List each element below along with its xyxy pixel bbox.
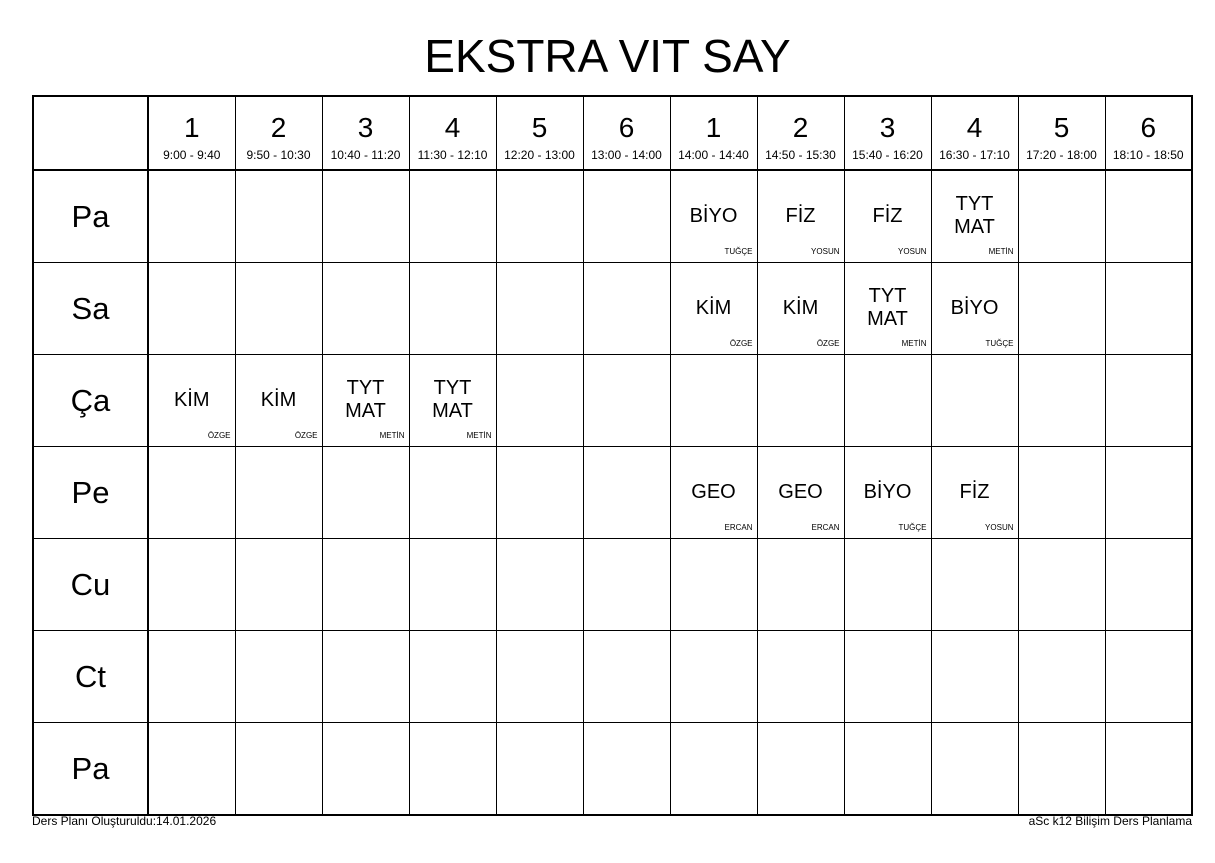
lesson-subject: TYT MAT (867, 285, 908, 330)
lesson-subject: TYT MAT (345, 377, 386, 422)
empty-cell (583, 631, 670, 723)
lesson-cell (670, 447, 757, 539)
empty-cell (757, 723, 844, 816)
empty-cell (235, 170, 322, 263)
empty-cell (757, 631, 844, 723)
empty-cell (844, 355, 931, 447)
period-header (1105, 96, 1192, 170)
day-row (33, 170, 1192, 263)
period-header (235, 96, 322, 170)
lesson-teacher: METİN (988, 247, 1014, 256)
lesson-cell (844, 447, 931, 539)
lesson-cell (844, 170, 931, 263)
empty-cell (583, 170, 670, 263)
day-label: Ct (33, 631, 148, 723)
period-time: 16:30 - 17:10 (939, 148, 1010, 162)
empty-cell (583, 263, 670, 355)
empty-cell (235, 723, 322, 816)
empty-cell (409, 631, 496, 723)
lesson-subject: KİM (695, 296, 732, 319)
period-number: 5 (531, 112, 548, 143)
lesson-cell (757, 170, 844, 263)
lesson-cell (409, 355, 496, 447)
lesson-subject: BİYO (863, 480, 912, 503)
period-time: 9:50 - 10:30 (246, 148, 311, 162)
empty-cell (757, 355, 844, 447)
empty-cell (496, 539, 583, 631)
period-time: 14:50 - 15:30 (765, 148, 836, 162)
empty-cell (235, 539, 322, 631)
lesson-teacher: TUĞÇE (985, 339, 1014, 348)
empty-cell (148, 263, 235, 355)
empty-cell (322, 723, 409, 816)
lesson-subject: GEO (778, 480, 823, 503)
empty-cell (496, 263, 583, 355)
empty-cell (1018, 631, 1105, 723)
period-time: 13:00 - 14:00 (591, 148, 662, 162)
day-label: Pe (33, 447, 148, 539)
empty-cell (322, 631, 409, 723)
lesson-subject: KİM (260, 388, 297, 411)
lesson-teacher: ÖZGE (816, 339, 840, 348)
empty-cell (670, 355, 757, 447)
period-number: 1 (183, 112, 200, 143)
lesson-cell (148, 355, 235, 447)
lesson-teacher: ÖZGE (294, 431, 318, 440)
lesson-cell (757, 447, 844, 539)
lesson-cell (931, 263, 1018, 355)
empty-cell (148, 723, 235, 816)
empty-cell (409, 539, 496, 631)
day-label: Pa (33, 170, 148, 263)
lesson-subject: TYT MAT (954, 193, 995, 238)
period-number: 3 (357, 112, 374, 143)
empty-cell (322, 263, 409, 355)
empty-cell (1105, 170, 1192, 263)
lesson-teacher: YOSUN (985, 523, 1014, 532)
lesson-cell (931, 170, 1018, 263)
created-date-footer: Ders Planı Oluşturuldu:14.01.2026 (32, 814, 217, 828)
empty-cell (235, 263, 322, 355)
empty-cell (148, 170, 235, 263)
day-row (33, 539, 1192, 631)
period-time: 18:10 - 18:50 (1112, 148, 1184, 162)
day-row (33, 447, 1192, 539)
lesson-teacher: METİN (466, 431, 492, 440)
empty-cell (670, 631, 757, 723)
empty-cell (322, 539, 409, 631)
lesson-teacher: METİN (379, 431, 405, 440)
period-header (1018, 96, 1105, 170)
empty-cell (235, 631, 322, 723)
empty-cell (235, 447, 322, 539)
empty-cell (496, 723, 583, 816)
empty-cell (148, 631, 235, 723)
empty-cell (757, 539, 844, 631)
empty-cell (844, 723, 931, 816)
empty-cell (1105, 447, 1192, 539)
empty-cell (931, 631, 1018, 723)
period-header (322, 96, 409, 170)
period-header-row (33, 96, 1192, 170)
empty-cell (496, 355, 583, 447)
period-number: 4 (966, 112, 983, 143)
timetable-grid (32, 95, 1193, 816)
empty-cell (931, 539, 1018, 631)
day-label: Cu (33, 539, 148, 631)
lesson-cell (670, 263, 757, 355)
lesson-subject: FİZ (959, 480, 990, 503)
day-row (33, 263, 1192, 355)
period-number: 6 (1140, 112, 1157, 143)
period-time: 10:40 - 11:20 (330, 148, 401, 162)
empty-cell (1018, 263, 1105, 355)
empty-cell (1105, 355, 1192, 447)
empty-cell (1105, 263, 1192, 355)
lesson-cell (322, 355, 409, 447)
empty-cell (148, 447, 235, 539)
lesson-cell (931, 447, 1018, 539)
empty-cell (670, 539, 757, 631)
period-header (583, 96, 670, 170)
lesson-teacher: ÖZGE (207, 431, 231, 440)
empty-cell (496, 447, 583, 539)
lesson-subject: FİZ (872, 204, 903, 227)
empty-cell (844, 631, 931, 723)
empty-cell (844, 539, 931, 631)
period-number: 5 (1053, 112, 1070, 143)
period-number: 3 (879, 112, 896, 143)
period-time: 9:00 - 9:40 (163, 148, 221, 162)
empty-cell (322, 170, 409, 263)
software-credit-footer: aSc k12 Bilişim Ders Planlama (1028, 814, 1192, 828)
lesson-teacher: TUĞÇE (724, 247, 753, 256)
lesson-teacher: ERCAN (724, 523, 753, 532)
empty-cell (583, 447, 670, 539)
period-time: 11:30 - 12:10 (417, 148, 488, 162)
corner-cell (33, 96, 148, 170)
page-title: EKSTRA VIT SAY (424, 30, 791, 82)
empty-cell (148, 539, 235, 631)
empty-cell (583, 355, 670, 447)
lesson-subject: GEO (691, 480, 736, 503)
empty-cell (496, 170, 583, 263)
day-label: Sa (33, 263, 148, 355)
empty-cell (583, 723, 670, 816)
lesson-cell (844, 263, 931, 355)
lesson-teacher: YOSUN (811, 247, 840, 256)
period-header (670, 96, 757, 170)
lesson-teacher: ERCAN (811, 523, 840, 532)
lesson-teacher: TUĞÇE (898, 523, 927, 532)
empty-cell (1018, 723, 1105, 816)
empty-cell (1018, 170, 1105, 263)
day-row (33, 723, 1192, 816)
period-number: 6 (618, 112, 635, 143)
period-time: 14:00 - 14:40 (678, 148, 749, 162)
lesson-cell (670, 170, 757, 263)
day-row (33, 355, 1192, 447)
period-number: 1 (705, 112, 722, 143)
lesson-subject: TYT MAT (432, 377, 473, 422)
day-label: Pa (33, 723, 148, 816)
lesson-subject: KİM (173, 388, 210, 411)
empty-cell (322, 447, 409, 539)
lesson-subject: KİM (782, 296, 819, 319)
period-time: 15:40 - 16:20 (852, 148, 923, 162)
period-header (148, 96, 235, 170)
lesson-subject: BİYO (689, 204, 738, 227)
period-number: 2 (792, 112, 809, 143)
empty-cell (1105, 723, 1192, 816)
empty-cell (1105, 539, 1192, 631)
lesson-cell (757, 263, 844, 355)
day-row (33, 631, 1192, 723)
lesson-cell (235, 355, 322, 447)
empty-cell (409, 447, 496, 539)
empty-cell (1018, 539, 1105, 631)
period-number: 4 (444, 112, 461, 143)
period-time: 17:20 - 18:00 (1026, 148, 1097, 162)
lesson-subject: FİZ (785, 204, 816, 227)
lesson-subject: BİYO (950, 296, 999, 319)
lesson-teacher: METİN (901, 339, 927, 348)
empty-cell (1018, 447, 1105, 539)
empty-cell (931, 723, 1018, 816)
lesson-teacher: YOSUN (898, 247, 927, 256)
empty-cell (931, 355, 1018, 447)
period-number: 2 (270, 112, 287, 143)
empty-cell (409, 723, 496, 816)
empty-cell (670, 723, 757, 816)
period-header (757, 96, 844, 170)
period-time: 12:20 - 13:00 (504, 148, 575, 162)
period-header (844, 96, 931, 170)
empty-cell (583, 539, 670, 631)
period-header (409, 96, 496, 170)
empty-cell (409, 263, 496, 355)
period-header (496, 96, 583, 170)
empty-cell (1105, 631, 1192, 723)
day-label: Ça (33, 355, 148, 447)
lesson-teacher: ÖZGE (729, 339, 753, 348)
period-header (931, 96, 1018, 170)
empty-cell (1018, 355, 1105, 447)
empty-cell (409, 170, 496, 263)
empty-cell (496, 631, 583, 723)
